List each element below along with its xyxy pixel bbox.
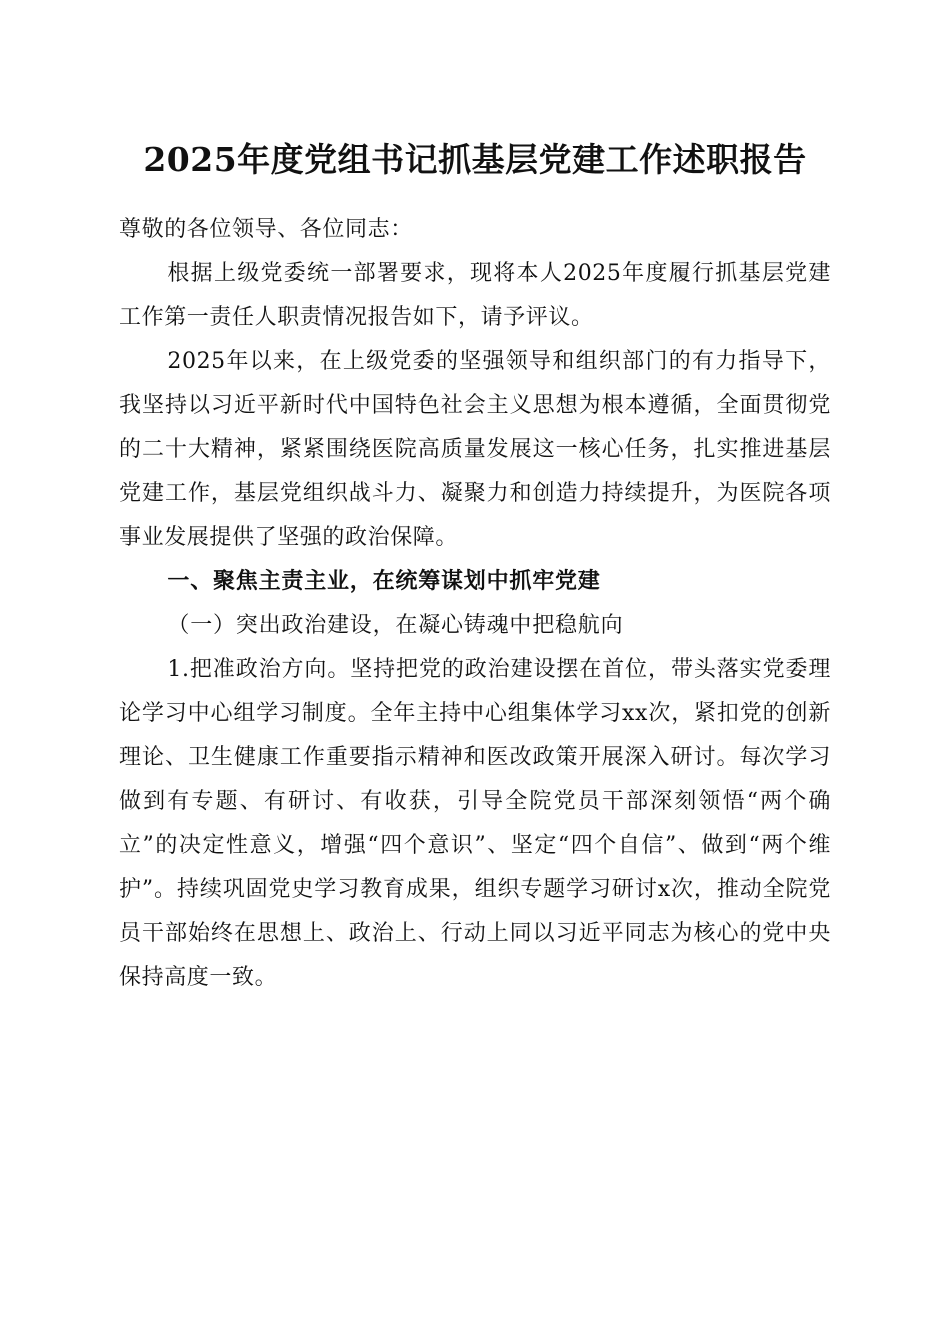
document-body: [119, 208, 831, 1000]
subsection-heading: （一）突出政治建设，在凝心铸魂中把稳航向: [167, 613, 624, 638]
document-title: 2025年度党组书记抓基层党建工作述职报告: [143, 140, 807, 179]
section-heading: 一、聚焦主责主业，在统筹谋划中抓牢党建: [167, 569, 601, 594]
paragraph-intro: 根据上级党委统一部署要求，现将本人2025年度履行抓基层党建工作第一责任人职责情况报告如下，请予评议。: [119, 261, 831, 330]
paragraph-item-1: 1.把准政治方向。坚持把党的政治建设摆在首位，带头落实党委理论学习中心组学习制度。全年主持中心组集体学习xx次，紧扣党的创新理论、卫生健康工作重要指示精神和医改政策开展深入研讨。每次学习做到有专题、有研讨、有收获，引导全院党员干部深刻领悟“两个确立”的决定性意义，增强“四个意识”、坚定“四个自信”、做到“两个维护”。持续巩固党史学习教育成果，组织专题学习研讨x次，推动全院党员干部始终在思想上、政治上、行动上同以习近平同志为核心的党中央保持高度一致。: [119, 657, 831, 990]
salutation: 尊敬的各位领导、各位同志：: [119, 217, 413, 242]
paragraph-overview: 2025年以来，在上级党委的坚强领导和组织部门的有力指导下，我坚持以习近平新时代中国特色社会主义思想为根本遵循，全面贯彻党的二十大精神，紧紧围绕医院高质量发展这一核心任务，扎实推进基层党建工作，基层党组织战斗力、凝聚力和创造力持续提升，为医院各项事业发展提供了坚强的政治保障。: [119, 349, 831, 550]
